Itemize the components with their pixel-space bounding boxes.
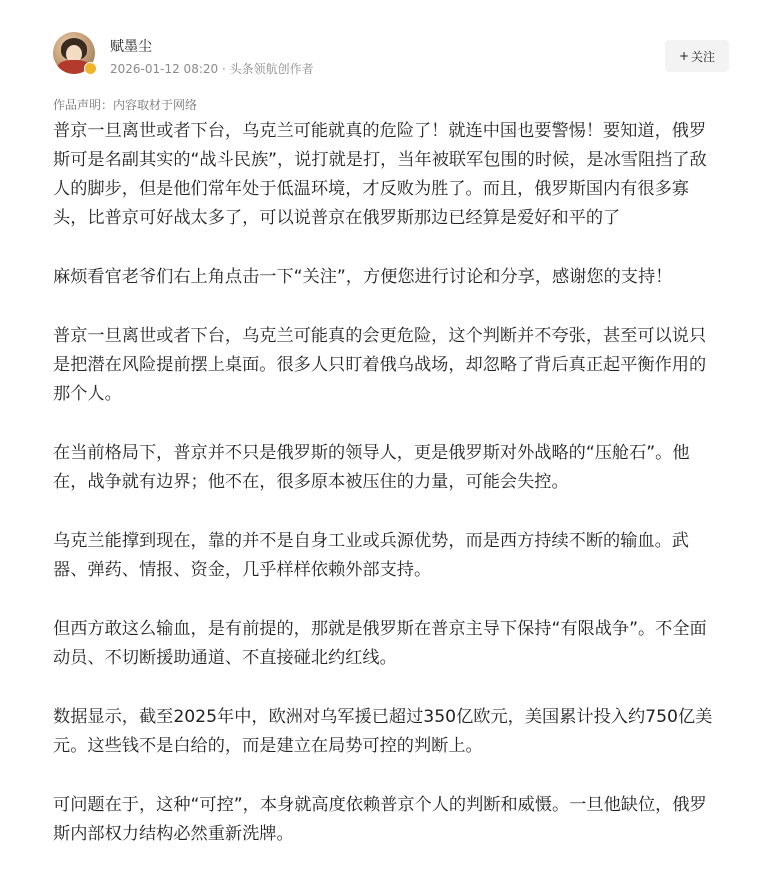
follow-label: 关注 xyxy=(691,49,716,64)
article-header xyxy=(53,30,729,86)
plus-icon: + xyxy=(678,49,690,63)
article-paragraph: 可问题在于，这种“可控”，本身就高度依赖普京个人的判断和威慑。一旦他缺位，俄罗斯内部权力结构必然重新洗牌。 xyxy=(53,795,707,844)
author-name[interactable]: 赋墨尘 xyxy=(110,39,152,55)
article-paragraph: 普京一旦离世或者下台，乌克兰可能就真的危险了！就连中国也要警惕！要知道，俄罗斯可是名副其实的“战斗民族”，说打就是打，当年被联军包围的时候，是冰雪阻挡了敌人的脚步，但是他们常年处于低温环境，才反败为胜了。而且，俄罗斯国内有很多寡头，比普京可好战太多了，可以说普京在俄罗斯那边已经算是爱好和平的了 xyxy=(53,121,707,228)
article-paragraph: 普京一旦离世或者下台，乌克兰可能真的会更危险，这个判断并不夸张，甚至可以说只是把潜在风险提前摆上桌面。很多人只盯着俄乌战场，却忽略了背后真正起平衡作用的那个人。 xyxy=(53,326,707,404)
publish-meta: 2026-01-12 08:20 · 头条领航创作者 xyxy=(110,62,314,76)
article-paragraph: 乌克兰能撑到现在，靠的并不是自身工业或兵源优势，而是西方持续不断的输血。武器、弹药、情报、资金，几乎样样依赖外部支持。 xyxy=(53,531,689,580)
follow-button[interactable] xyxy=(665,40,729,72)
article-paragraph: 数据显示，截至2025年中，欧洲对乌军援已超过350亿欧元，美国累计投入约750亿美元。这些钱不是白给的，而是建立在局势可控的判断上。 xyxy=(53,707,713,756)
article-paragraph: 麻烦看官老爷们右上角点击一下“关注”，方便您进行讨论和分享，感谢您的支持！ xyxy=(53,267,673,287)
article-paragraph: 在当前格局下，普京并不只是俄罗斯的领导人，更是俄罗斯对外战略的“压舱石”。他在，战争就有边界；他不在，很多原本被压住的力量，可能会失控。 xyxy=(53,443,690,492)
content-disclaimer: 作品声明：内容取材于网络 xyxy=(53,98,198,112)
verified-badge-icon xyxy=(84,62,97,75)
article-body xyxy=(53,117,723,879)
article-paragraph: 但西方敢这么输血，是有前提的，那就是俄罗斯在普京主导下保持“有限战争”。不全面动员、不切断援助通道、不直接碰北约红线。 xyxy=(53,619,707,668)
